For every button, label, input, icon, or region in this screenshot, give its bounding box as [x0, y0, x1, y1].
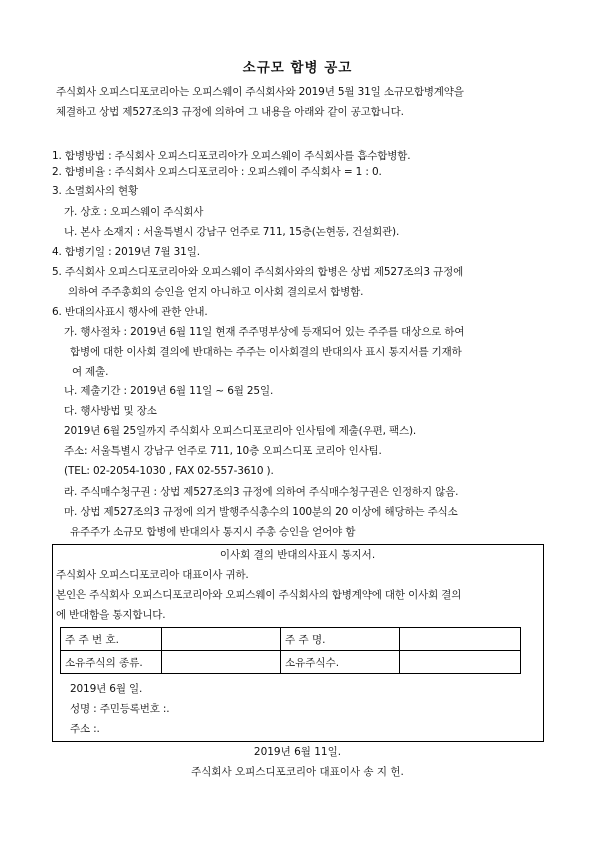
form-body-line-1: 본인은 주식회사 오피스디포코리아와 오피스웨이 주식회사의 합병계약에 대한 이사회 결의	[56, 589, 462, 601]
item-6-d: 라. 주식매수청구권 : 상법 제527조의3 규정에 의하여 주식매수청구권은 인정하지 않음.	[64, 486, 459, 498]
share-count-label: 소유주식수.	[281, 651, 400, 674]
item-3: 3. 소멸회사의 현황	[52, 185, 139, 197]
footer-date: 2019년 6월 11일.	[253, 746, 342, 758]
shareholder-number-field[interactable]	[162, 628, 281, 651]
item-3-a: 가. 상호 : 오피스웨이 주식회사	[64, 206, 204, 218]
shareholder-info-table	[60, 627, 521, 674]
share-count-field[interactable]	[400, 651, 521, 674]
form-body-line-2: 에 반대함을 통지합니다.	[56, 609, 166, 621]
share-type-field[interactable]	[162, 651, 281, 674]
item-2: 2. 합병비율 : 주식회사 오피스디포코리아 : 오피스웨이 주식회사 = 1 : 0.	[52, 166, 382, 178]
intro-line-1: 주식회사 오피스디포코리아는 오피스웨이 주식회사와 2019년 5월 31일 소규모합병계약을	[56, 86, 464, 98]
form-date: 2019년 6월 일.	[70, 683, 143, 695]
item-5-line-2: 의하여 주주총회의 승인을 얻지 아니하고 이사회 결의로서 합병함.	[68, 286, 364, 298]
item-4: 4. 합병기일 : 2019년 7월 31일.	[52, 246, 200, 258]
shareholder-number-label: 주 주 번 호.	[61, 628, 162, 651]
item-6-c-detail-3: (TEL: 02-2054-1030 , FAX 02-557-3610 ).	[64, 465, 274, 477]
item-6-b: 나. 제출기간 : 2019년 6월 11일 ~ 6월 25일.	[64, 385, 274, 397]
form-address: 주소 :.	[70, 723, 100, 735]
item-6-c: 다. 행사방법 및 장소	[64, 405, 157, 417]
form-name-id: 성명 : 주민등록번호 :.	[70, 703, 170, 715]
item-5-line-1: 5. 주식회사 오피스디포코리아와 오피스웨이 주식회사와의 합병은 상법 제527조의3 규정에	[52, 266, 464, 278]
item-6-e-line-2: 유주주가 소규모 합병에 반대의사 통지시 주총 승인을 얻어야 함	[70, 526, 356, 538]
item-1: 1. 합병방법 : 주식회사 오피스디포코리아가 오피스웨이 주식회사를 흡수합병함.	[52, 150, 411, 162]
item-6-e-line-1: 마. 상법 제527조의3 규정에 의거 발행주식총수의 100분의 20 이상에 해당하는 주식소	[64, 506, 458, 518]
share-type-label: 소유주식의 종류.	[61, 651, 162, 674]
table-row	[61, 628, 521, 651]
table-row	[61, 651, 521, 674]
item-6-a-line-3: 여 제출.	[72, 366, 109, 378]
shareholder-name-label: 주 주 명.	[281, 628, 400, 651]
footer-signature: 주식회사 오피스디포코리아 대표이사 송 지 헌.	[191, 766, 404, 778]
item-3-b: 나. 본사 소재지 : 서울특별시 강남구 언주로 711, 15층(논현동, 건설회관).	[64, 226, 400, 238]
form-recipient: 주식회사 오피스디포코리아 대표이사 귀하.	[56, 569, 249, 581]
item-6-c-detail-2: 주소: 서울특별시 강남구 언주로 711, 10층 오피스디포 코리아 인사팀.	[64, 445, 382, 457]
document-title: 소규모 합병 공고	[242, 60, 353, 76]
item-6: 6. 반대의사표시 행사에 관한 안내.	[52, 306, 208, 318]
shareholder-name-field[interactable]	[400, 628, 521, 651]
intro-line-2: 체결하고 상법 제527조의3 규정에 의하여 그 내용을 아래와 같이 공고합니다.	[56, 106, 404, 118]
item-6-c-detail-1: 2019년 6월 25일까지 주식회사 오피스디포코리아 인사팀에 제출(우편, 팩스).	[64, 425, 417, 437]
form-title: 이사회 결의 반대의사표시 통지서.	[219, 549, 376, 561]
item-6-a-line-2: 합병에 대한 이사회 결의에 반대하는 주주는 이사회결의 반대의사 표시 통지서를 기재하	[70, 346, 462, 358]
item-6-a-line-1: 가. 행사절차 : 2019년 6월 11일 현재 주주명부상에 등재되어 있는 주주를 대상으로 하여	[64, 326, 465, 338]
